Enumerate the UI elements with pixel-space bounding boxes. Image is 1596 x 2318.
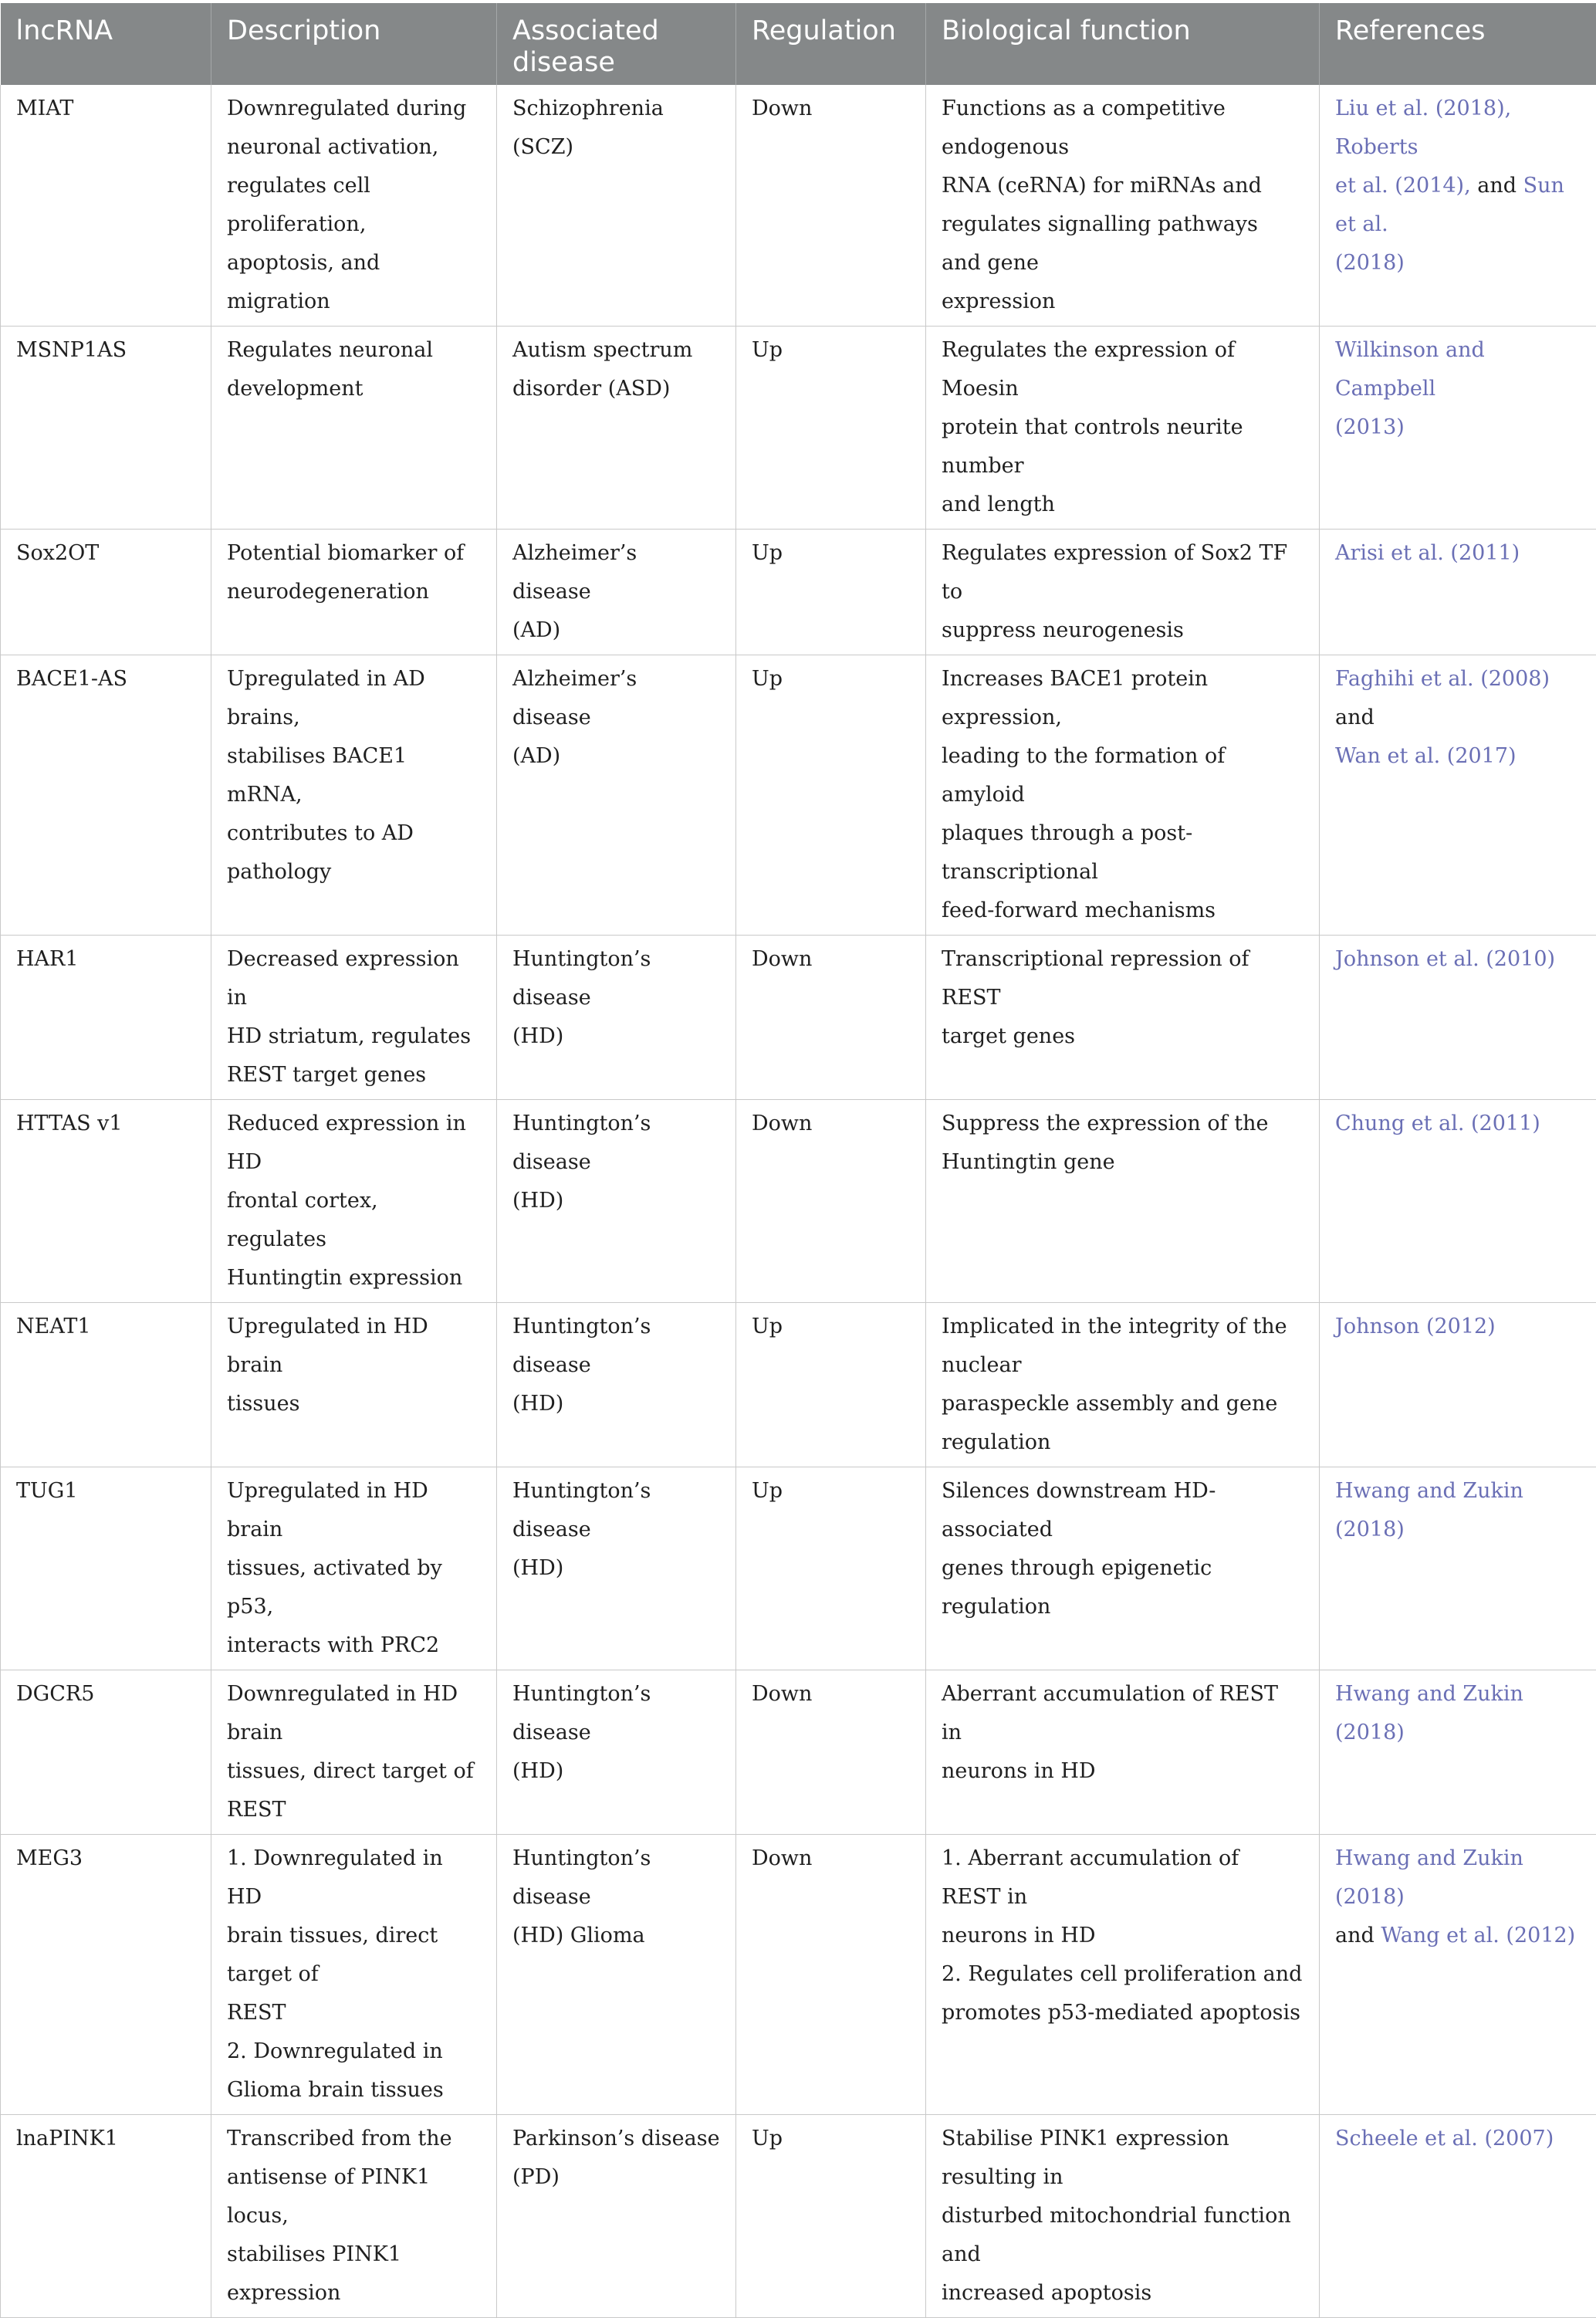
cell-biological-function-line: increased apoptosis (942, 2274, 1304, 2313)
cell-references-line (1335, 167, 1581, 244)
header-biological-function: Biological function (926, 3, 1320, 85)
table-row (1, 1467, 1596, 1670)
cell-description (211, 2115, 497, 2318)
cell-description-line: Decreased expression in (227, 940, 481, 1017)
cell-description (211, 1835, 497, 2115)
cell-associated-disease-line: Huntington’s disease (512, 940, 720, 1017)
cell-associated-disease (497, 85, 736, 327)
reference-link[interactable]: Chung et al. (2011) (1335, 1112, 1540, 1135)
cell-description (211, 655, 497, 936)
cell-biological-function-line: 2. Regulates cell proliferation and (942, 1955, 1304, 1994)
cell-associated-disease (497, 2115, 736, 2318)
cell-biological-function (926, 85, 1320, 327)
cell-biological-function (926, 2115, 1320, 2318)
cell-description-line: regulates cell proliferation, (227, 167, 481, 244)
cell-description-line: tissues (227, 1385, 481, 1423)
cell-description-line: frontal cortex, regulates (227, 1182, 481, 1259)
table-header-row (1, 3, 1596, 85)
table-row (1, 1835, 1596, 2115)
cell-references-line (1335, 2120, 1581, 2158)
reference-link[interactable]: Wilkinson and Campbell (1335, 338, 1485, 401)
cell-description (211, 327, 497, 530)
cell-lncrna: lnaPINK1 (1, 2115, 211, 2318)
cell-associated-disease-line: (HD) (512, 1752, 720, 1791)
cell-references (1320, 655, 1596, 936)
cell-description-line: neurodegeneration (227, 573, 481, 611)
cell-description-line: REST (227, 1994, 481, 2032)
reference-link[interactable]: et al. (2014), (1335, 174, 1471, 198)
cell-biological-function (926, 1467, 1320, 1670)
cell-description-line: development (227, 370, 481, 408)
cell-regulation: Down (736, 1670, 926, 1835)
cell-lncrna: TUG1 (1, 1467, 211, 1670)
cell-biological-function-line: 1. Aberrant accumulation of REST in (942, 1839, 1304, 1917)
cell-associated-disease-line: (AD) (512, 737, 720, 776)
header-associated-disease: Associated disease (497, 3, 736, 85)
cell-associated-disease-line: disorder (ASD) (512, 370, 720, 408)
cell-biological-function-line: Suppress the expression of the (942, 1105, 1304, 1143)
cell-biological-function-line: protein that controls neurite number (942, 408, 1304, 486)
cell-biological-function (926, 327, 1320, 530)
cell-description-line: pathology (227, 853, 481, 892)
cell-references-line (1335, 1675, 1581, 1752)
cell-biological-function-line: Functions as a competitive endogenous (942, 90, 1304, 167)
cell-biological-function-line: Regulates expression of Sox2 TF to (942, 534, 1304, 611)
cell-biological-function-line: regulation (942, 1423, 1304, 1462)
cell-associated-disease (497, 530, 736, 655)
cell-description-line: Upregulated in HD brain (227, 1472, 481, 1549)
cell-regulation: Down (736, 85, 926, 327)
cell-biological-function-line: promotes p53-mediated apoptosis (942, 1994, 1304, 2032)
cell-associated-disease (497, 327, 736, 530)
cell-description-line: neuronal activation, (227, 128, 481, 167)
cell-associated-disease-line: (HD) (512, 1182, 720, 1220)
cell-associated-disease-line: Huntington’s disease (512, 1105, 720, 1182)
table-row (1, 936, 1596, 1100)
cell-associated-disease-line: (HD) (512, 1549, 720, 1588)
reference-link[interactable]: Scheele et al. (2007) (1335, 2127, 1554, 2150)
cell-biological-function-line: Aberrant accumulation of REST in (942, 1675, 1304, 1752)
cell-associated-disease-line: (HD) (512, 1017, 720, 1056)
cell-description-line: brain tissues, direct target of (227, 1917, 481, 1994)
cell-references (1320, 936, 1596, 1100)
cell-references-line (1335, 244, 1581, 283)
reference-link[interactable]: Arisi et al. (2011) (1335, 541, 1520, 565)
header-references: References (1320, 3, 1596, 85)
reference-link[interactable]: Hwang and Zukin (2018) (1335, 1479, 1523, 1541)
cell-biological-function-line: leading to the formation of amyloid (942, 737, 1304, 814)
cell-associated-disease-line: Huntington’s disease (512, 1839, 720, 1917)
cell-references-line (1335, 1917, 1581, 1955)
cell-lncrna: MIAT (1, 85, 211, 327)
cell-references-line (1335, 737, 1581, 776)
cell-references-line (1335, 660, 1581, 737)
cell-associated-disease-line: (PD) (512, 2158, 720, 2197)
cell-biological-function-line: feed-forward mechanisms (942, 892, 1304, 930)
cell-references-line (1335, 1105, 1581, 1143)
cell-biological-function-line: neurons in HD (942, 1752, 1304, 1791)
cell-associated-disease (497, 1467, 736, 1670)
cell-regulation: Up (736, 2115, 926, 2318)
cell-associated-disease (497, 936, 736, 1100)
cell-references (1320, 1303, 1596, 1467)
table-row (1, 530, 1596, 655)
cell-regulation: Up (736, 655, 926, 936)
cell-regulation: Down (736, 1100, 926, 1303)
cell-regulation: Up (736, 1467, 926, 1670)
table-row (1, 655, 1596, 936)
reference-link[interactable]: Wan et al. (2017) (1335, 744, 1517, 768)
cell-references-line (1335, 90, 1581, 167)
cell-description-line: stabilises BACE1 mRNA, (227, 737, 481, 814)
table-row (1, 1303, 1596, 1467)
cell-associated-disease-line: Parkinson’s disease (512, 2120, 720, 2158)
reference-link[interactable]: Hwang and Zukin (2018) (1335, 1846, 1523, 1909)
table-row (1, 85, 1596, 327)
cell-regulation: Up (736, 530, 926, 655)
reference-link[interactable]: Wang et al. (2012) (1381, 1924, 1575, 1947)
cell-description-line: 2. Downregulated in (227, 2032, 481, 2071)
cell-references-line (1335, 331, 1581, 408)
cell-biological-function-line: Implicated in the integrity of the nuclear (942, 1308, 1304, 1385)
cell-lncrna: BACE1-AS (1, 655, 211, 936)
cell-associated-disease-line: Huntington’s disease (512, 1675, 720, 1752)
reference-link[interactable]: Sun et al. (1335, 174, 1564, 236)
cell-biological-function-line: Regulates the expression of Moesin (942, 331, 1304, 408)
cell-description-line: REST target genes (227, 1056, 481, 1095)
cell-biological-function-line: neurons in HD (942, 1917, 1304, 1955)
cell-references (1320, 1670, 1596, 1835)
cell-biological-function-line: and length (942, 486, 1304, 524)
cell-description-line: HD striatum, regulates (227, 1017, 481, 1056)
cell-biological-function-line: genes through epigenetic regulation (942, 1549, 1304, 1626)
cell-associated-disease-line: Huntington’s disease (512, 1308, 720, 1385)
cell-description (211, 1303, 497, 1467)
cell-biological-function-line: plaques through a post-transcriptional (942, 814, 1304, 892)
cell-references (1320, 85, 1596, 327)
cell-biological-function-line: Silences downstream HD-associated (942, 1472, 1304, 1549)
table-body (1, 85, 1596, 2318)
cell-description-line: Downregulated during (227, 90, 481, 128)
cell-description-line: antisense of PINK1 locus, (227, 2158, 481, 2235)
cell-description-line: Upregulated in HD brain (227, 1308, 481, 1385)
cell-biological-function (926, 1100, 1320, 1303)
cell-biological-function-line: regulates signalling pathways and gene (942, 205, 1304, 283)
cell-lncrna: HAR1 (1, 936, 211, 1100)
cell-associated-disease-line: Schizophrenia (SCZ) (512, 90, 720, 167)
cell-description-line: Transcribed from the (227, 2120, 481, 2158)
cell-associated-disease (497, 1835, 736, 2115)
cell-biological-function (926, 1835, 1320, 2115)
cell-description-line: 1. Downregulated in HD (227, 1839, 481, 1917)
cell-description-line: Huntingtin expression (227, 1259, 481, 1298)
cell-lncrna: Sox2OT (1, 530, 211, 655)
cell-biological-function-line: Stabilise PINK1 expression resulting in (942, 2120, 1304, 2197)
header-lncrna: lncRNA (1, 3, 211, 85)
cell-references (1320, 530, 1596, 655)
cell-description-line: apoptosis, and migration (227, 244, 481, 321)
cell-lncrna: MEG3 (1, 1835, 211, 2115)
cell-associated-disease (497, 1303, 736, 1467)
lncrna-table (0, 3, 1596, 2318)
reference-link[interactable]: Johnson et al. (2010) (1335, 947, 1555, 971)
table-row (1, 2115, 1596, 2318)
cell-biological-function-line: target genes (942, 1017, 1304, 1056)
reference-link[interactable]: (2013) (1335, 415, 1405, 439)
cell-regulation: Down (736, 936, 926, 1100)
cell-biological-function (926, 655, 1320, 936)
cell-references-line (1335, 1839, 1581, 1917)
cell-references (1320, 1100, 1596, 1303)
reference-text: and (1335, 706, 1375, 729)
reference-link[interactable]: Johnson (2012) (1335, 1315, 1496, 1338)
cell-references-line (1335, 408, 1581, 447)
cell-lncrna: HTTAS v1 (1, 1100, 211, 1303)
cell-description-line: Upregulated in AD brains, (227, 660, 481, 737)
table-row (1, 1100, 1596, 1303)
cell-references-line (1335, 940, 1581, 979)
header-description: Description (211, 3, 497, 85)
cell-associated-disease-line: Autism spectrum (512, 331, 720, 370)
cell-description-line: REST (227, 1791, 481, 1829)
reference-text: and (1335, 1924, 1381, 1947)
cell-biological-function-line: paraspeckle assembly and gene (942, 1385, 1304, 1423)
cell-description (211, 1670, 497, 1835)
cell-description-line: Downregulated in HD brain (227, 1675, 481, 1752)
cell-associated-disease-line: Huntington’s disease (512, 1472, 720, 1549)
reference-link[interactable]: Faghihi et al. (2008) (1335, 667, 1550, 691)
cell-associated-disease (497, 1100, 736, 1303)
cell-description (211, 936, 497, 1100)
cell-references-line (1335, 1308, 1581, 1346)
cell-references (1320, 1835, 1596, 2115)
cell-regulation: Down (736, 1835, 926, 2115)
cell-description (211, 1467, 497, 1670)
cell-description-line: stabilises PINK1 expression (227, 2235, 481, 2313)
cell-regulation: Up (736, 1303, 926, 1467)
cell-biological-function-line: Transcriptional repression of REST (942, 940, 1304, 1017)
reference-link[interactable]: (2018) (1335, 251, 1405, 275)
cell-description-line: Potential biomarker of (227, 534, 481, 573)
cell-description-line: tissues, activated by p53, (227, 1549, 481, 1626)
cell-references (1320, 327, 1596, 530)
cell-description-line: tissues, direct target of (227, 1752, 481, 1791)
cell-lncrna: DGCR5 (1, 1670, 211, 1835)
cell-description (211, 530, 497, 655)
cell-references (1320, 1467, 1596, 1670)
cell-biological-function-line: Huntingtin gene (942, 1143, 1304, 1182)
cell-description-line: contributes to AD (227, 814, 481, 853)
cell-lncrna: MSNP1AS (1, 327, 211, 530)
reference-link[interactable]: Hwang and Zukin (2018) (1335, 1682, 1523, 1744)
cell-biological-function (926, 936, 1320, 1100)
table-row (1, 1670, 1596, 1835)
cell-biological-function-line: expression (942, 283, 1304, 321)
cell-description-line: Reduced expression in HD (227, 1105, 481, 1182)
header-regulation: Regulation (736, 3, 926, 85)
cell-associated-disease-line: (HD) Glioma (512, 1917, 720, 1955)
cell-description (211, 1100, 497, 1303)
cell-associated-disease-line: Alzheimer’s disease (512, 534, 720, 611)
cell-associated-disease (497, 1670, 736, 1835)
cell-description-line: Glioma brain tissues (227, 2071, 481, 2110)
cell-description (211, 85, 497, 327)
cell-biological-function-line: disturbed mitochondrial function and (942, 2197, 1304, 2274)
cell-references (1320, 2115, 1596, 2318)
cell-biological-function-line: suppress neurogenesis (942, 611, 1304, 650)
cell-description-line: Regulates neuronal (227, 331, 481, 370)
cell-associated-disease-line: (AD) (512, 611, 720, 650)
cell-associated-disease-line: (HD) (512, 1385, 720, 1423)
reference-link[interactable]: Liu et al. (2018), Roberts (1335, 96, 1511, 159)
cell-description-line: interacts with PRC2 (227, 1626, 481, 1665)
cell-biological-function-line: Increases BACE1 protein expression, (942, 660, 1304, 737)
cell-biological-function-line: RNA (ceRNA) for miRNAs and (942, 167, 1304, 205)
table-row (1, 327, 1596, 530)
reference-text: and (1471, 174, 1523, 198)
cell-biological-function (926, 1303, 1320, 1467)
cell-biological-function (926, 1670, 1320, 1835)
cell-regulation: Up (736, 327, 926, 530)
cell-associated-disease (497, 655, 736, 936)
cell-lncrna: NEAT1 (1, 1303, 211, 1467)
cell-associated-disease-line: Alzheimer’s disease (512, 660, 720, 737)
cell-biological-function (926, 530, 1320, 655)
cell-references-line (1335, 534, 1581, 573)
cell-references-line (1335, 1472, 1581, 1549)
